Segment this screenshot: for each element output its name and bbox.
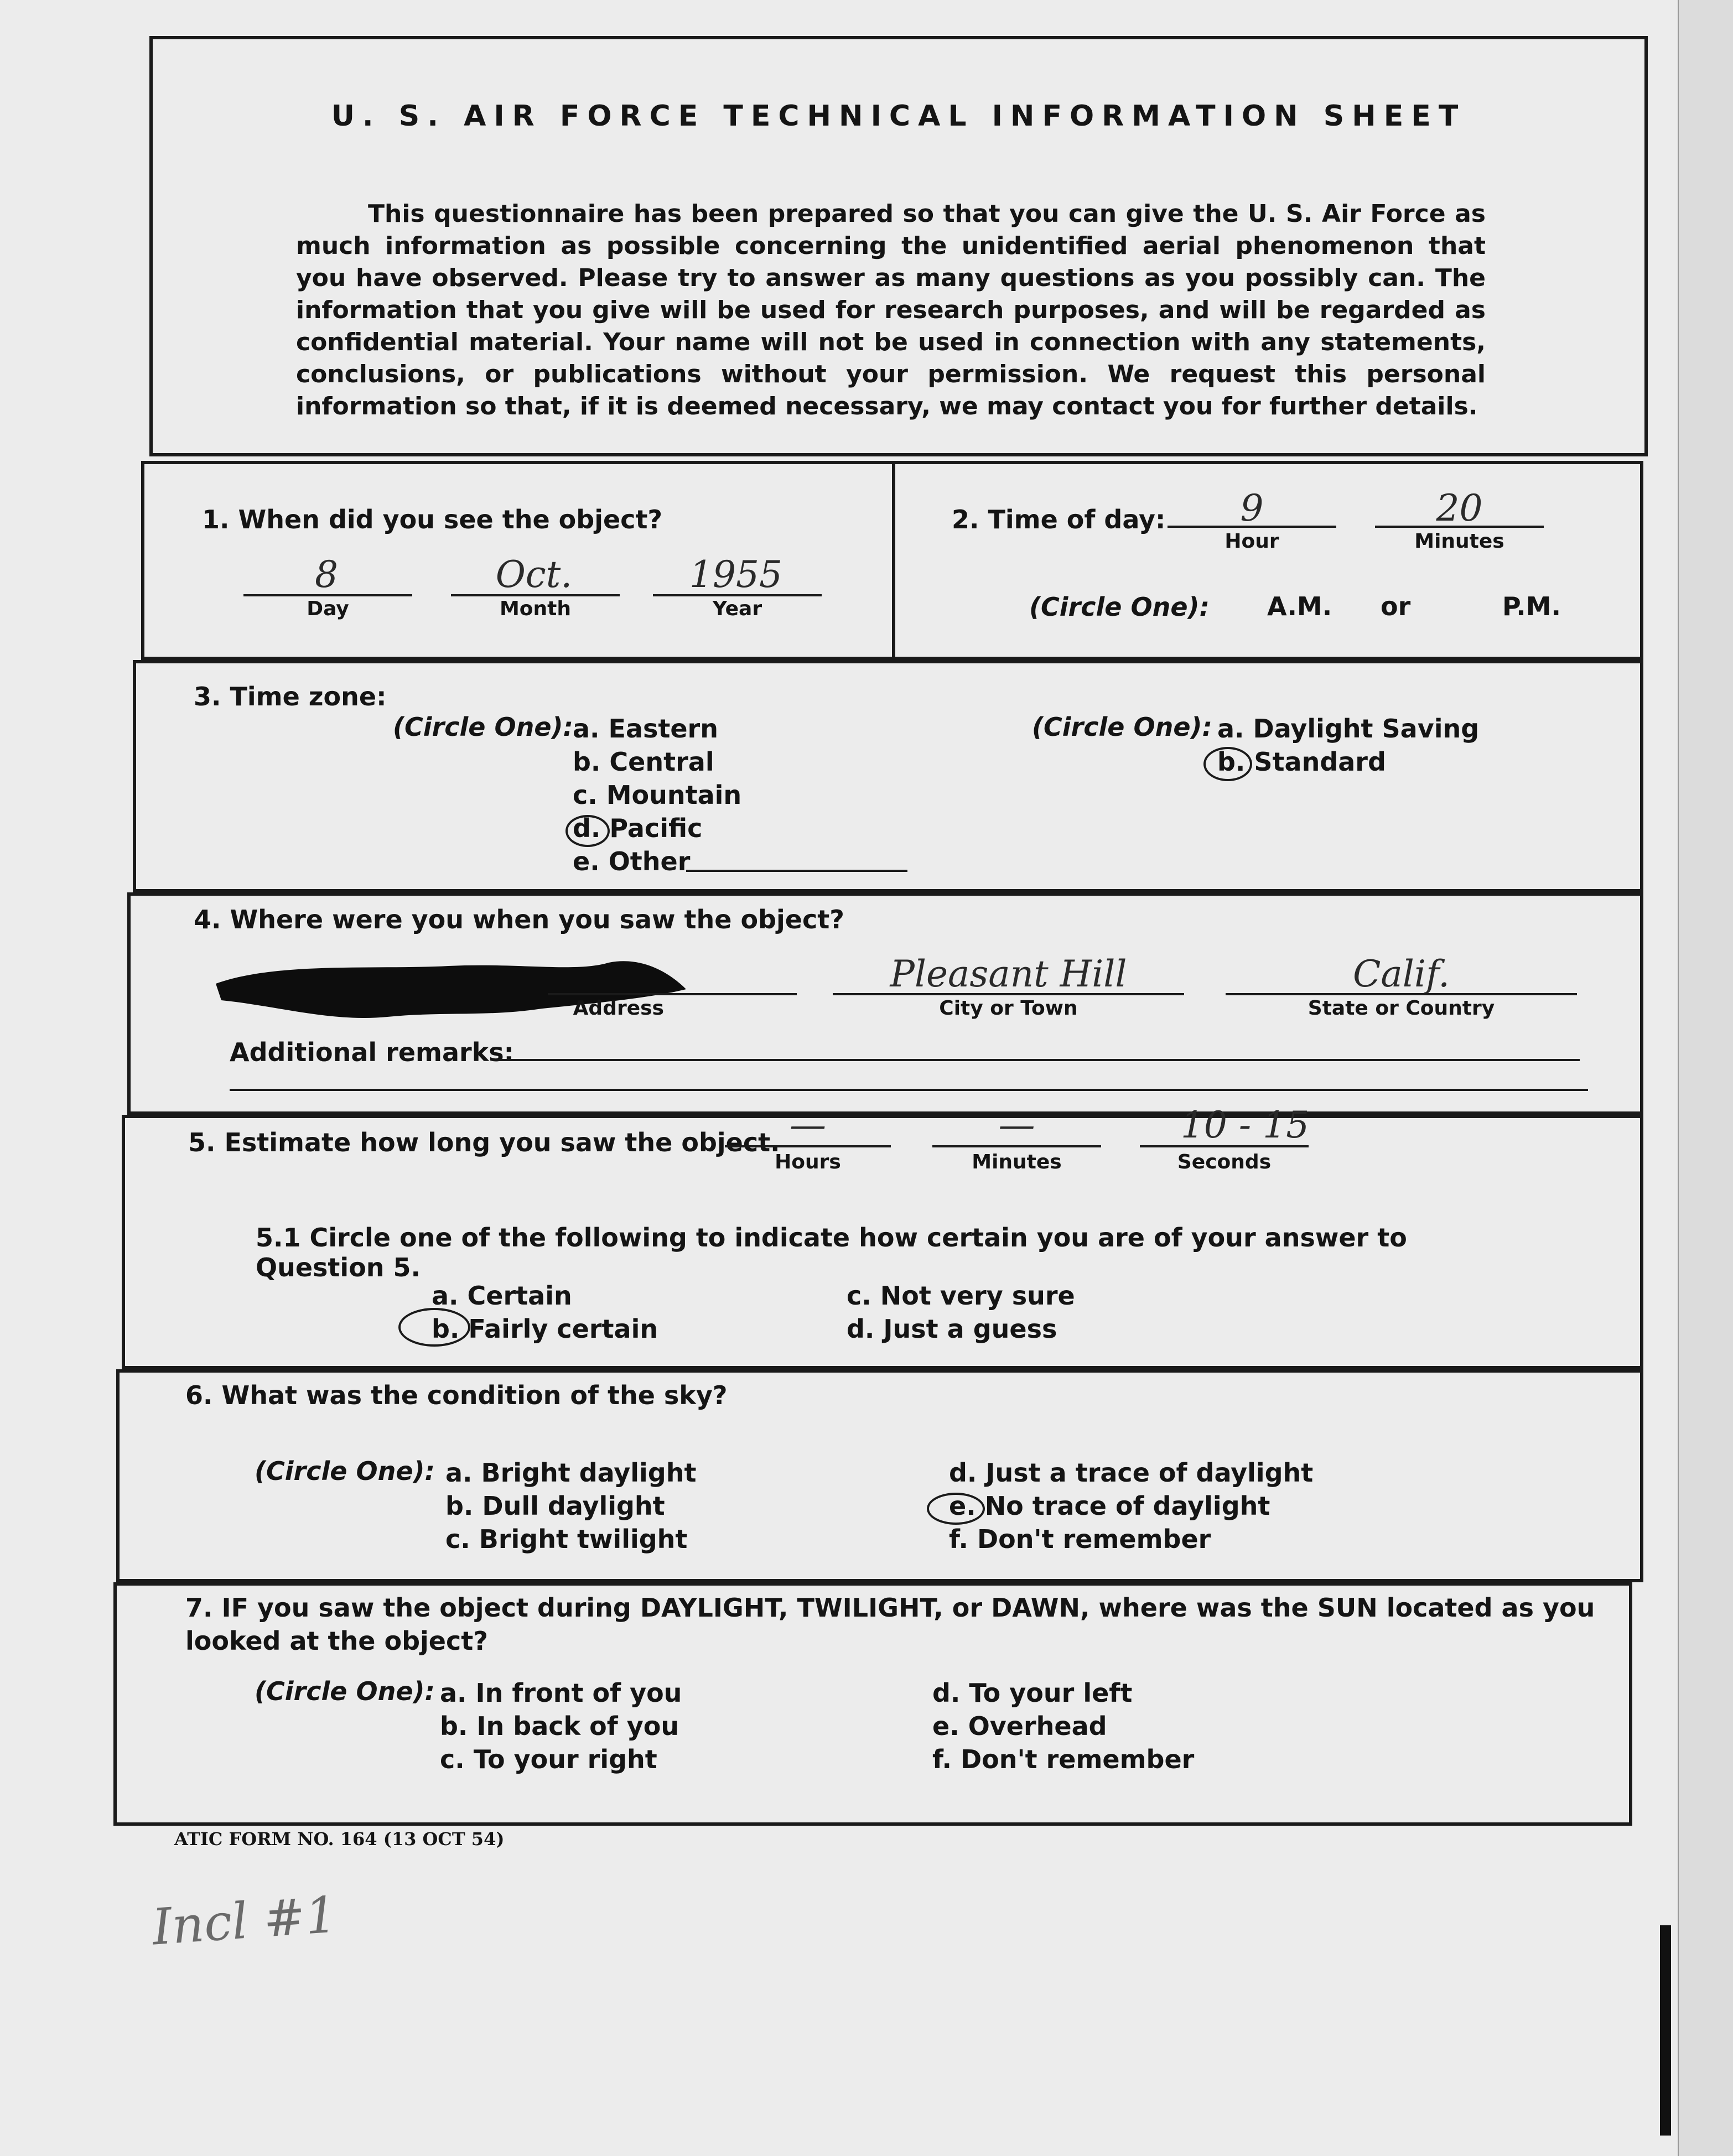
q7-option-dont-remember[interactable]: f. Don't remember (932, 1744, 1195, 1774)
q2-question: 2. Time of day: (952, 505, 1166, 534)
q5-options-right (847, 1279, 1075, 1345)
q3-zone-eastern[interactable]: a. Eastern (573, 714, 718, 744)
q3-zone-list (573, 712, 741, 878)
q7-options-right (932, 1676, 1194, 1776)
q5-hours-value[interactable]: — (790, 1104, 826, 1146)
q6-option-no-trace[interactable]: e. No trace of daylight (949, 1491, 1270, 1521)
q5-minutes-value[interactable]: — (998, 1104, 1035, 1146)
q4-remarks-label: Additional remarks: (230, 1037, 515, 1067)
q7-option-in-back[interactable]: b. In back of you (440, 1711, 679, 1741)
q1-day-value[interactable]: 8 (315, 553, 338, 596)
q6-options-right (949, 1456, 1313, 1556)
q3-other-line (686, 870, 907, 872)
q5-option-fairly-certain[interactable]: b. Fairly certain (432, 1314, 658, 1344)
q5-question: 5. Estimate how long you saw the object. (188, 1128, 780, 1157)
q2-minutes-line (1375, 526, 1544, 528)
q5-seconds-line (1140, 1145, 1309, 1147)
q1-year-line (653, 594, 822, 596)
q3-dst-selection-circle (1203, 747, 1252, 781)
q1-month-value[interactable]: Oct. (495, 553, 573, 596)
q2-hour-label: Hour (1224, 530, 1279, 553)
q4-remarks-line-1[interactable] (492, 1059, 1580, 1061)
q6-option-bright-daylight[interactable]: a. Bright daylight (445, 1458, 697, 1488)
q3-dst-list (1217, 712, 1479, 778)
q7-options-left (440, 1676, 682, 1776)
form-number-footer: ATIC FORM NO. 164 (13 OCT 54) (174, 1828, 505, 1850)
scan-edge-strip (1678, 0, 1733, 2156)
q6-option-trace-of-daylight[interactable]: d. Just a trace of daylight (949, 1458, 1314, 1488)
handwritten-annotation: Incl #1 (150, 1885, 339, 1957)
q3-zone-pacific[interactable]: d. Pacific (573, 813, 703, 843)
q5-option-certain[interactable]: a. Certain (432, 1281, 572, 1311)
q2-circle-one: (Circle One): (1029, 592, 1210, 622)
q4-city-value[interactable]: Pleasant Hill (890, 953, 1127, 995)
section-1-2-divider (892, 461, 895, 660)
q6-options-left (445, 1456, 696, 1556)
q5-hours-line (725, 1145, 891, 1147)
q5-hours-label: Hours (775, 1151, 841, 1173)
q4-state-line (1226, 993, 1577, 995)
q5-minutes-line (932, 1145, 1101, 1147)
q3-zone-central[interactable]: b. Central (573, 747, 714, 777)
q5-option-just-a-guess[interactable]: d. Just a guess (847, 1314, 1057, 1344)
q7-option-to-right[interactable]: c. To your right (440, 1744, 657, 1774)
q5-seconds-value[interactable]: 10 - 15 (1180, 1104, 1310, 1146)
q7-option-in-front[interactable]: a. In front of you (440, 1678, 682, 1708)
q3-dst-standard[interactable]: b. Standard (1217, 747, 1386, 777)
q4-address-line (548, 993, 797, 995)
q7-option-to-left[interactable]: d. To your left (932, 1678, 1133, 1708)
q3-question: 3. Time zone: (194, 682, 387, 711)
q3-zone-other[interactable]: e. Other (573, 846, 691, 876)
q5-option-not-very-sure[interactable]: c. Not very sure (847, 1281, 1075, 1311)
q3-zone-selection-circle (565, 815, 610, 847)
q4-city-line (833, 993, 1184, 995)
q5-1-question: 5.1 Circle one of the following to indicate how certain you are of your answer to Question 5. (256, 1223, 1407, 1282)
q1-month-line (451, 594, 620, 596)
q2-hour-value[interactable]: 9 (1240, 487, 1264, 529)
q2-minutes-label: Minutes (1414, 530, 1504, 553)
q5-selection-circle (398, 1308, 470, 1347)
q3-circle-one: (Circle One): (393, 712, 573, 742)
q3-dst-circle-one: (Circle One): (1032, 712, 1212, 742)
q4-city-label: City or Town (939, 997, 1078, 1020)
q2-pm-option[interactable]: P.M. (1502, 591, 1561, 621)
q4-address-label: Address (573, 997, 664, 1020)
q6-question: 6. What was the condition of the sky? (185, 1380, 728, 1410)
q1-year-value[interactable]: 1955 (689, 553, 782, 596)
q3-dst-daylight-saving[interactable]: a. Daylight Saving (1217, 714, 1480, 744)
q2-or-text: or (1381, 591, 1411, 621)
q1-year-label: Year (712, 598, 762, 620)
q6-option-dull-daylight[interactable]: b. Dull daylight (445, 1491, 665, 1521)
q4-question: 4. Where were you when you saw the object? (194, 905, 844, 934)
intro-paragraph: This questionnaire has been prepared so that you can give the U. S. Air Force as much information as possible concerning the unidentified aerial phenomenon that you have observed. Please try to answer as many questions as you possibly can. The information that you give will be used for research purposes, and will be regarded as confidential material. Your name will not be used in connection with any statements, conclusions, or publications without your permission. We request this personal information so that, if it is deemed necessary, we may contact you for further details. (296, 200, 1486, 420)
q5-minutes-label: Minutes (972, 1151, 1062, 1173)
q4-remarks-line-2[interactable] (230, 1089, 1588, 1091)
q6-circle-one: (Circle One): (255, 1456, 435, 1486)
q1-question: 1. When did you see the object? (202, 505, 663, 534)
q2-minutes-value[interactable]: 20 (1436, 487, 1483, 529)
q7-circle-one: (Circle One): (255, 1676, 435, 1706)
q6-selection-circle (927, 1493, 985, 1525)
q6-option-dont-remember[interactable]: f. Don't remember (949, 1524, 1211, 1554)
q7-option-overhead[interactable]: e. Overhead (932, 1711, 1107, 1741)
q5-seconds-label: Seconds (1177, 1151, 1272, 1173)
q7-question: 7. IF you saw the object during DAYLIGHT, TWILIGHT, or DAWN, where was the SUN located as you looked at the object? (185, 1593, 1595, 1656)
scan-edge-bar (1660, 1925, 1671, 2136)
q4-state-label: State or Country (1307, 997, 1495, 1020)
q6-option-bright-twilight[interactable]: c. Bright twilight (445, 1524, 688, 1554)
q2-hour-line (1168, 526, 1336, 528)
q1-day-line (243, 594, 412, 596)
form-title: U. S. AIR FORCE TECHNICAL INFORMATION SHEET (331, 100, 1466, 133)
q2-am-option[interactable]: A.M. (1267, 591, 1332, 621)
q3-zone-mountain[interactable]: c. Mountain (573, 780, 742, 810)
q1-day-label: Day (307, 598, 349, 620)
q1-month-label: Month (499, 598, 572, 620)
q4-state-value[interactable]: Calif. (1352, 953, 1450, 995)
